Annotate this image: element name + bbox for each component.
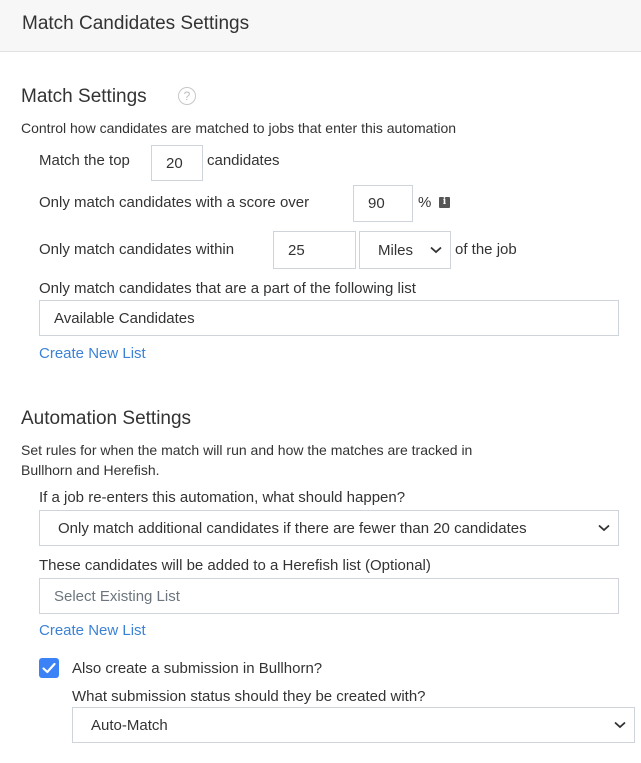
herefish-list-input[interactable] <box>39 578 619 614</box>
distance-suffix: of the job <box>455 241 517 258</box>
reenter-label: If a job re-enters this automation, what should happen? <box>39 489 406 506</box>
create-new-list-link[interactable]: Create New List <box>39 345 146 362</box>
create-new-herefish-list-link[interactable]: Create New List <box>39 622 146 639</box>
chevron-down-icon <box>430 246 442 254</box>
automation-settings-title: Automation Settings <box>21 408 192 429</box>
submission-checkbox[interactable] <box>39 658 59 678</box>
match-top-prefix: Match the top <box>39 152 130 169</box>
panel-title: Match Candidates Settings <box>22 13 250 34</box>
submission-checkbox-label: Also create a submission in Bullhorn? <box>72 660 323 677</box>
score-threshold-value: 90 <box>368 195 385 212</box>
chevron-down-icon <box>614 721 626 729</box>
candidate-list-input[interactable] <box>39 300 619 336</box>
match-top-count-input[interactable] <box>151 145 203 181</box>
herefish-list-placeholder: Select Existing List <box>54 587 180 605</box>
submission-status-select[interactable] <box>72 707 635 743</box>
submission-status-label: What submission status should they be created with? <box>72 688 426 705</box>
panel-header <box>0 0 641 52</box>
score-threshold-unit: % <box>418 194 432 211</box>
score-threshold-prefix: Only match candidates with a score over <box>39 194 310 211</box>
chevron-down-icon <box>598 524 610 532</box>
distance-prefix: Only match candidates within <box>39 241 235 258</box>
info-square-icon[interactable]: i <box>439 197 450 208</box>
distance-input[interactable] <box>273 231 356 269</box>
herefish-list-label: These candidates will be added to a Herefish list (Optional) <box>39 557 431 574</box>
distance-unit-select[interactable] <box>359 231 451 269</box>
candidate-list-label: Only match candidates that are a part of the following list <box>39 280 416 297</box>
question-circle-icon[interactable]: ? <box>178 87 196 105</box>
match-top-count-value: 20 <box>166 154 183 172</box>
automation-settings-description-line2: Bullhorn and Herefish. <box>21 462 160 478</box>
match-top-suffix: candidates <box>207 152 280 169</box>
match-settings-title: Match Settings <box>21 86 147 107</box>
distance-value: 25 <box>288 241 305 259</box>
score-threshold-input[interactable] <box>353 185 413 222</box>
candidate-list-value: Available Candidates <box>54 309 195 327</box>
reenter-behavior-select[interactable] <box>39 510 619 546</box>
automation-settings-description-line1: Set rules for when the match will run and how the matches are tracked in <box>21 442 473 458</box>
distance-unit-value: Miles <box>378 241 414 259</box>
match-settings-description: Control how candidates are matched to jobs that enter this automation <box>21 120 457 136</box>
reenter-behavior-value: Only match additional candidates if there are fewer than 20 candidates <box>58 519 527 537</box>
check-icon <box>39 658 59 678</box>
submission-status-value: Auto-Match <box>91 716 168 734</box>
